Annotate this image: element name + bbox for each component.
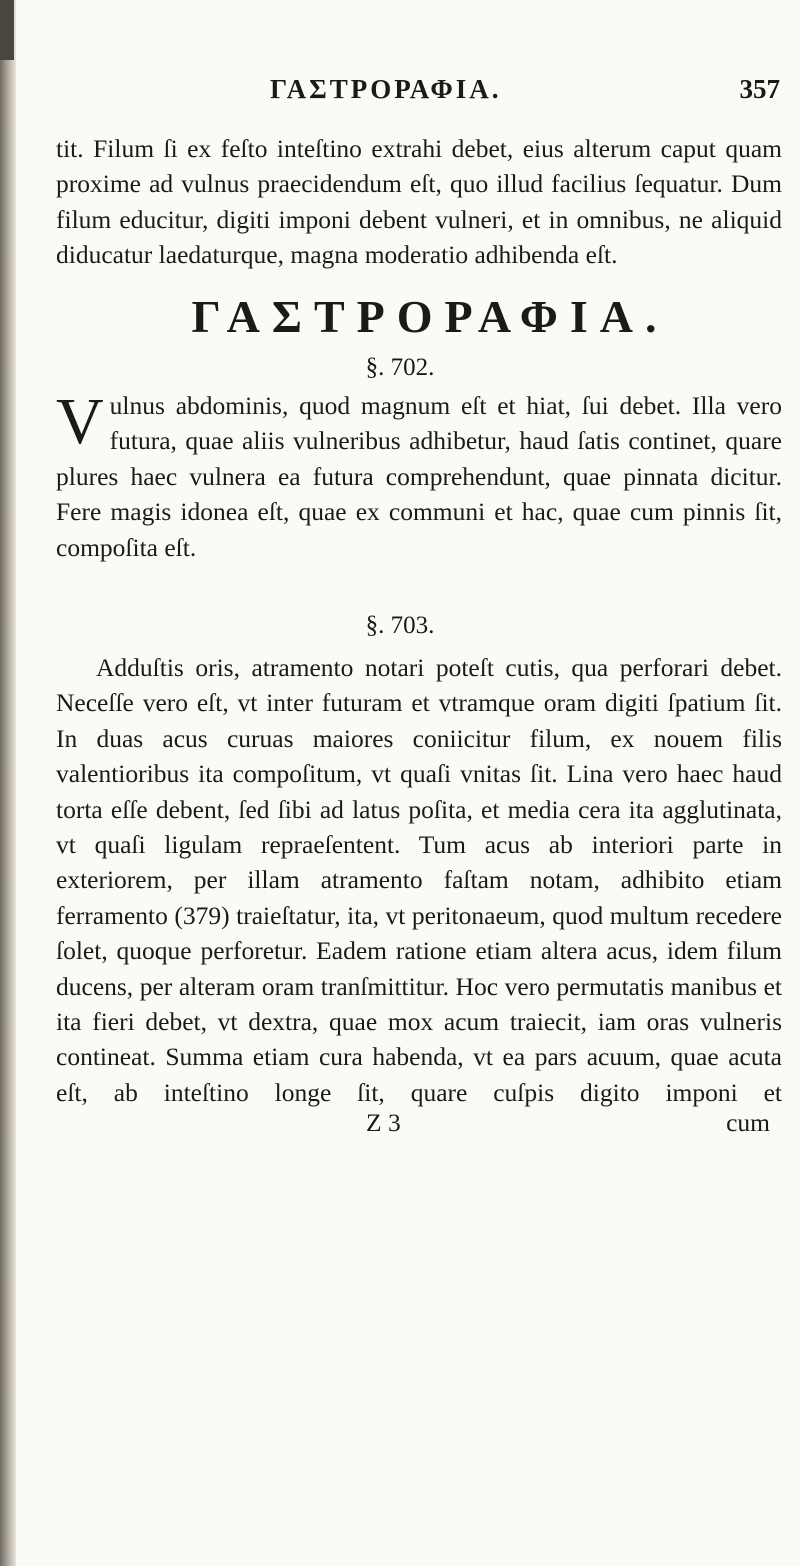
paragraph-702-text: ulnus abdominis, quod magnum eſt et hiat, ſui debet. Illa vero futura, quae aliis vulneribus adhibetur, haud ſatis continet, quare plures haec vulnera ea futura comprehendunt, quae pinnata dicitur. Fere magis idonea eſt, quae ex communi et hac, quae cum pinnis ſit, compoſita eſt. (56, 391, 782, 562)
page-gutter-shadow (0, 0, 16, 1566)
page-header (270, 74, 780, 114)
page-number: 357 (739, 74, 780, 104)
section-title: ΓΑΣΤΡΟΡΑΦΙΑ. (191, 291, 669, 342)
signature-mark: Z 3 (366, 1108, 401, 1137)
drop-cap: V (56, 385, 104, 458)
paragraph-703: Adduſtis oris, atramento notari poteſt cutis, qua perforari debet. Neceſſe vero eſt, vt inter futuram et vtramque oram digiti ſpatium ſit. In duas acus curuas maiores coniicitur filum, ex nouem filis valentioribus ita compoſitum, vt quaſi vnitas ſit. Lina vero haec haud torta eſſe debent, ſed ſibi ad latus poſita, et media cera ita agglutinata, vt quaſi ligulam repraeſentent. Tum acus ab interiori parte in exteriorem, per illam atramento faſtam notam, adhibito etiam ferramento (379) traieſtatur, ita, vt peritonaeum, quod multum recedere ſolet, quoque perforetur. Eadem ratione etiam altera acus, idem filum ducens, per alteram oram tranſmittitur. Hoc vero permutatis manibus et ita fieri debet, vt dextra, quae mox acum traiecit, iam oras vulneris contineat. Summa etiam cura habenda, vt ea pars acuum, quae acuta eſt, ab inteſtino longe ſit, quare cuſpis digito imponi et (56, 653, 782, 1107)
page-footer (56, 1108, 782, 1144)
section-number-702: §. 702. (365, 354, 435, 381)
paragraph-702 (56, 385, 782, 565)
section-number-703: §. 703. (365, 612, 435, 639)
catchword: cum (726, 1108, 770, 1137)
top-paragraph: tit. Filum ſi ex feſto inteſtino extrahi debet, eius alterum caput quam proxime ad vulnus praecidendum eſt, quo illud facilius ſequatur. Dum filum educitur, digiti imponi debent vulneri, et in omnibus, ne aliquid diducatur laedaturque, magna moderatio adhibenda eſt. (56, 134, 782, 270)
page-edge-dark (0, 0, 14, 60)
running-head: ΓΑΣΤΡΟΡΑΦΙΑ. (270, 74, 502, 104)
